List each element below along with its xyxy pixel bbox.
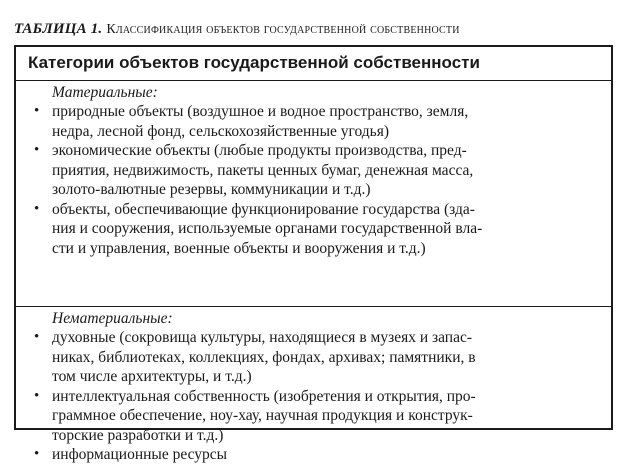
item-line: приятия, недвижимость, пакеты ценных бумаг, денежная масса, [52,161,474,179]
item-line: недра, лесной фонд, сельскохозяйственные угодья) [52,122,390,140]
classification-table [14,45,613,463]
list-item-intellectual-property [30,387,603,446]
list-item-spiritual [30,328,603,387]
bullet-icon: • [34,446,40,462]
list-item-state-objects [30,200,603,259]
item-line: духовные (сокровища культуры, находящиеся в музеях и запас- [52,329,473,346]
item-line: граммное обеспечение, ноу-хау, научная продукция и конструк- [52,407,473,424]
section-material [16,81,611,307]
bullet-icon: • [34,103,40,119]
section-title-immaterial: Нематериальные: [52,310,173,327]
bullet-icon: • [34,387,40,404]
caption-label: ТАБЛИЦА 1. [14,21,103,37]
item-line: экономические объекты (любые продукты производства, пред- [52,142,467,159]
bullet-icon: • [34,142,40,158]
list-item-economic-objects [30,141,603,200]
item-line: никах, библиотеках, коллекциях, фондах, архивах; памятники, в [52,348,476,366]
list-item-natural-objects [30,102,603,141]
item-line: сти и управления, военные объекты и вооружения и т.д.) [52,239,426,257]
item-line: ния и сооружения, используемые органами государственной вла- [52,220,483,237]
item-line: золото-валютные резервы, коммуникации и т.д.) [52,181,371,198]
bullet-icon: • [34,329,40,345]
list-item-information-resources [30,445,603,465]
table-caption [14,21,460,38]
table-header: Категории объектов государственной собственности [16,47,611,81]
item-line: торские разработки и т.д.) [52,426,224,444]
bullet-icon: • [34,200,40,217]
item-line: информационные ресурсы [52,446,228,463]
section-immaterial [16,307,611,463]
caption-text: Классификация объектов государственной собственности [106,22,460,37]
item-line: объекты, обеспечивающие функционирование государства (зда- [52,200,475,218]
item-line: том числе архитектуры, и т.д.) [52,368,252,385]
item-line: природные объекты (воздушное и водное пространство, земля, [52,103,469,120]
section-title-material: Материальные: [52,84,158,101]
item-line: интеллектуальная собственность (изобретения и открытия, про- [52,387,476,405]
